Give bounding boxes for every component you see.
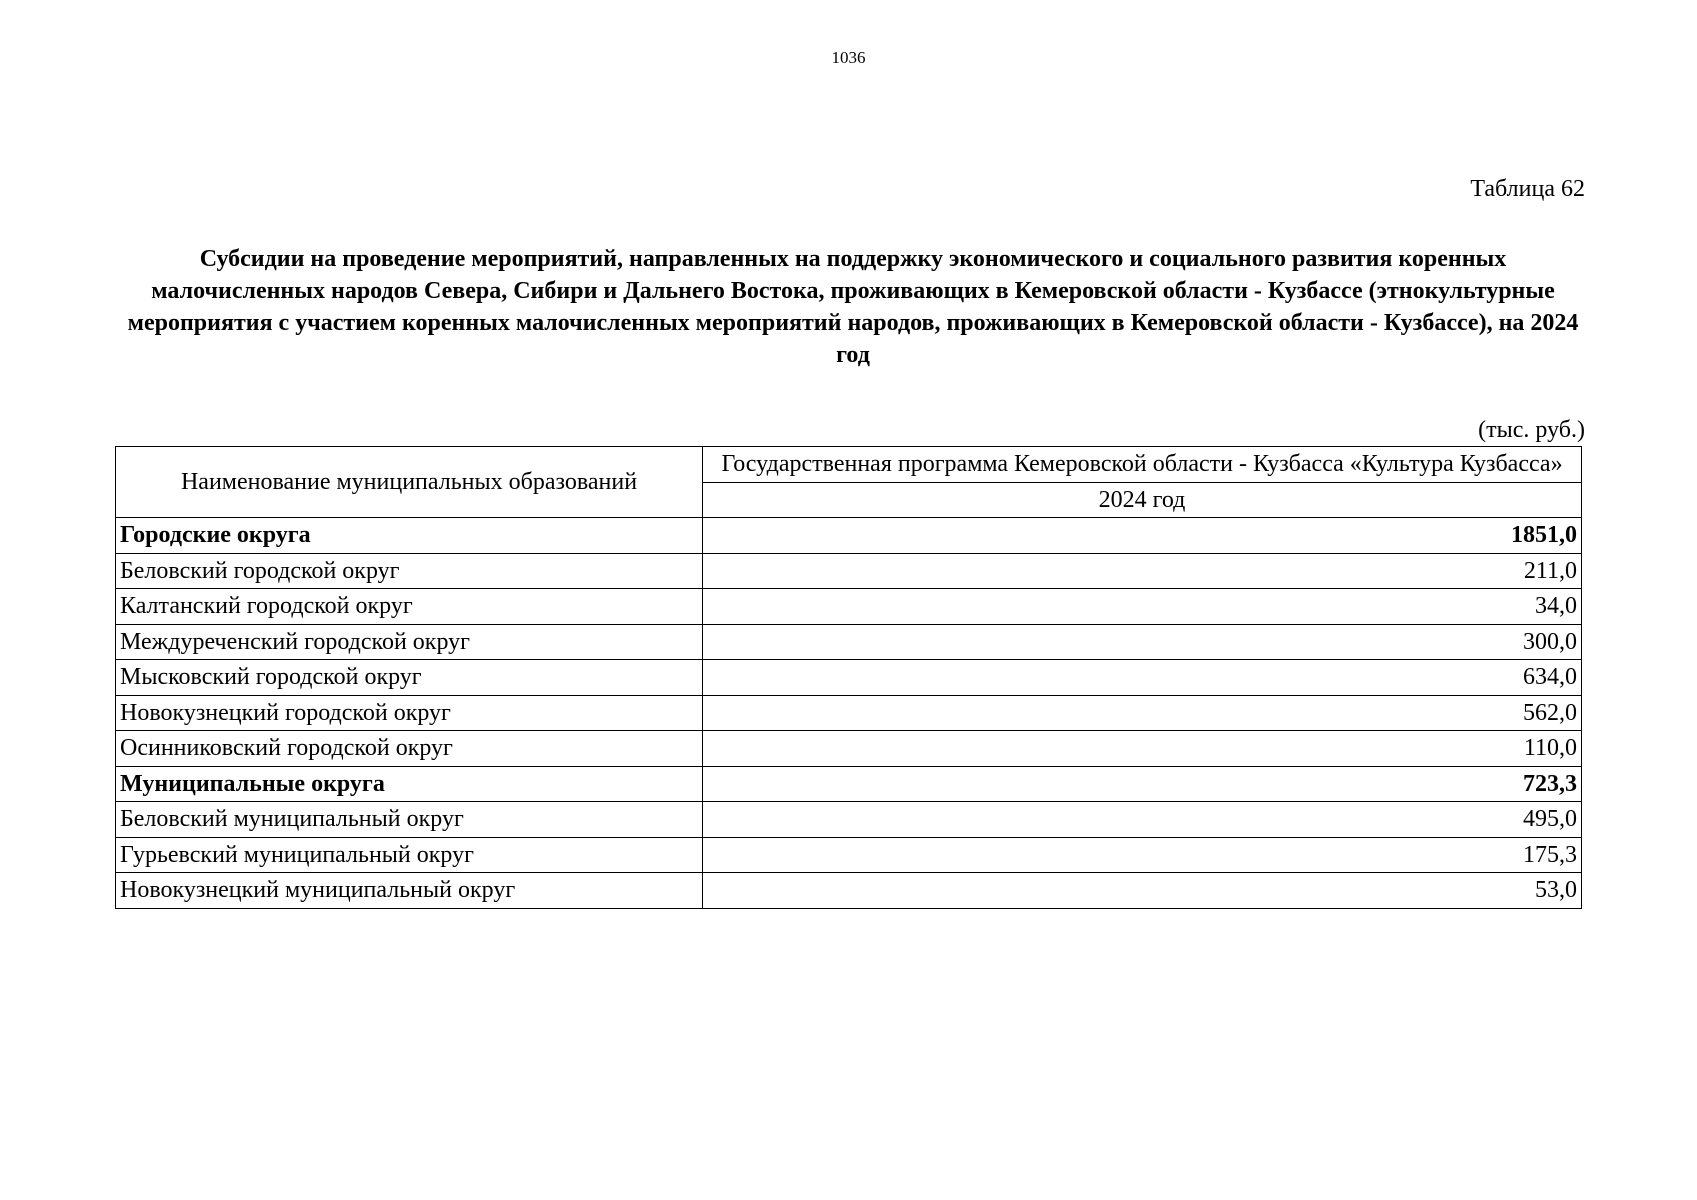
row-value: 211,0 (703, 553, 1582, 589)
header-year: 2024 год (703, 482, 1582, 518)
table-row (116, 624, 1582, 660)
table-group-row (116, 518, 1582, 554)
row-name: Беловский городской округ (116, 553, 703, 589)
row-value: 175,3 (703, 837, 1582, 873)
table-row (116, 837, 1582, 873)
table-label: Таблица 62 (1470, 176, 1585, 202)
header-program: Государственная программа Кемеровской области - Кузбасса «Культура Кузбасса» (703, 447, 1582, 483)
row-value: 634,0 (703, 660, 1582, 696)
row-name: Мысковский городской округ (116, 660, 703, 696)
row-value: 53,0 (703, 873, 1582, 909)
table-row (116, 873, 1582, 909)
table-row (116, 553, 1582, 589)
table-row (116, 802, 1582, 838)
row-value: 495,0 (703, 802, 1582, 838)
table-row (116, 731, 1582, 767)
units-label: (тыс. руб.) (1478, 417, 1585, 443)
row-name: Муниципальные округа (116, 766, 703, 802)
row-name: Новокузнецкий муниципальный округ (116, 873, 703, 909)
row-value: 110,0 (703, 731, 1582, 767)
table-group-row (116, 766, 1582, 802)
subsidy-table (115, 446, 1582, 909)
table-row (116, 589, 1582, 625)
page-number: 1036 (831, 48, 866, 67)
header-municipality-name: Наименование муниципальных образований (116, 447, 703, 518)
row-value: 1851,0 (703, 518, 1582, 554)
row-name: Осинниковский городской округ (116, 731, 703, 767)
row-name: Гурьевский муниципальный округ (116, 837, 703, 873)
document-title: Субсидии на проведение мероприятий, направленных на поддержку экономического и социального развития коренных малочисленных народов Севера, Сибири и Дальнего Востока, проживающих в Кемеровской области - Кузбассе (этнокультурные мероприятия с участием коренных малочисленных мероприятий народов, проживающих в Кемеровской области - Кузбассе), на 2024 год (127, 246, 1579, 368)
row-name: Городские округа (116, 518, 703, 554)
row-name: Беловский муниципальный округ (116, 802, 703, 838)
row-value: 562,0 (703, 695, 1582, 731)
row-name: Калтанский городской округ (116, 589, 703, 625)
row-value: 34,0 (703, 589, 1582, 625)
table-row (116, 695, 1582, 731)
table-header-row (116, 447, 1582, 483)
row-value: 300,0 (703, 624, 1582, 660)
row-value: 723,3 (703, 766, 1582, 802)
row-name: Новокузнецкий городской округ (116, 695, 703, 731)
table-row (116, 660, 1582, 696)
row-name: Междуреченский городской округ (116, 624, 703, 660)
